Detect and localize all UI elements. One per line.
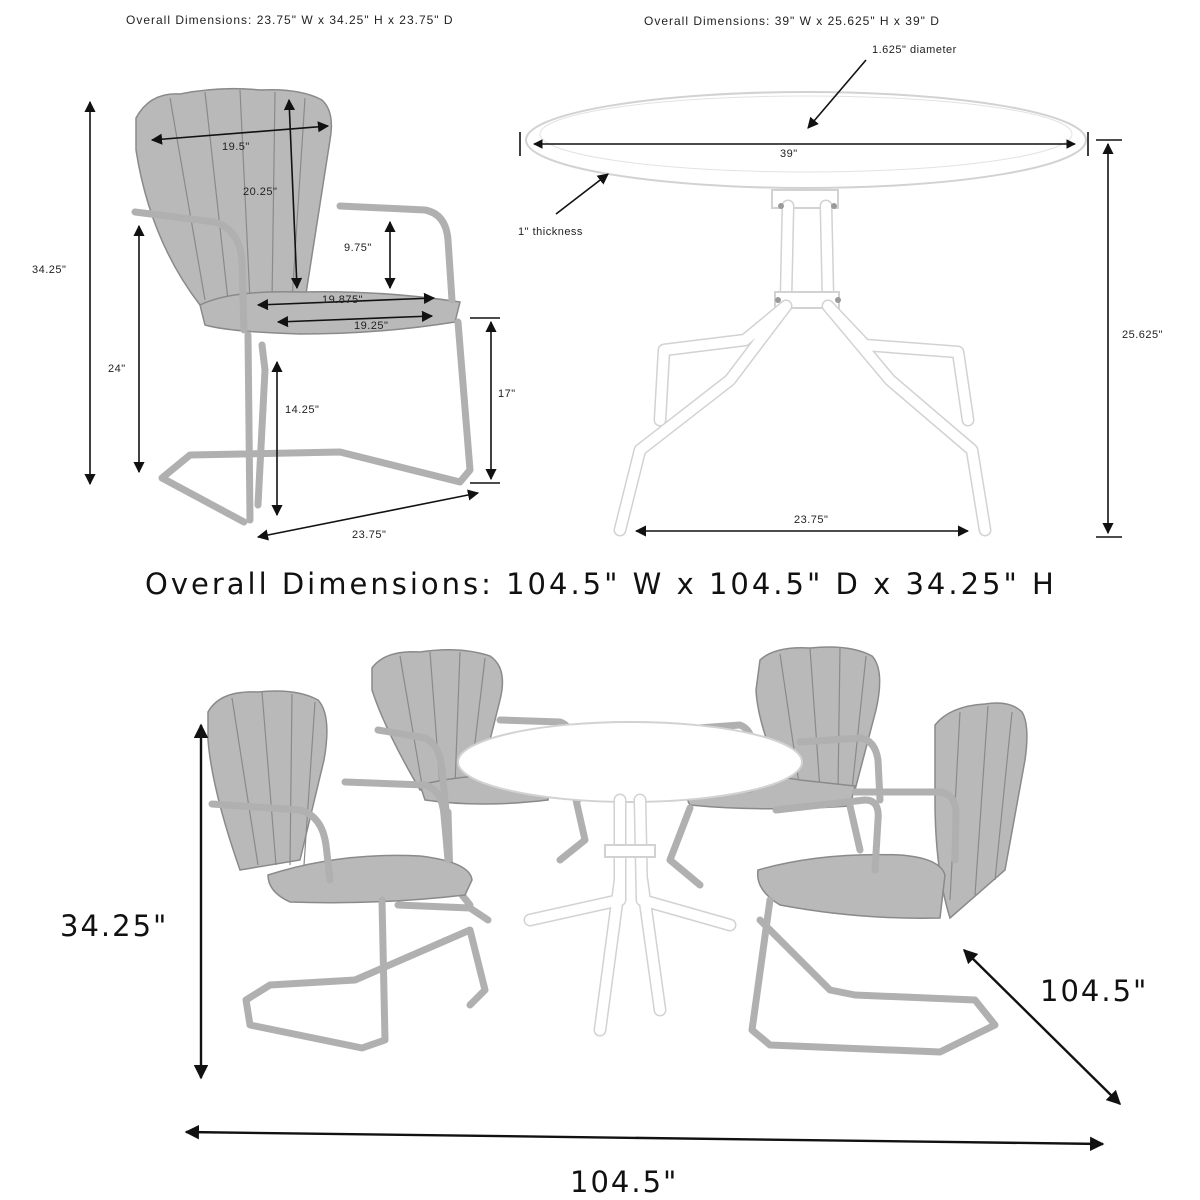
table-thickness-label: 1" thickness [518, 226, 583, 238]
table-overall-dimensions: Overall Dimensions: 39" W x 25.625" H x 39" D [644, 14, 940, 28]
chair-illustration [135, 89, 470, 522]
chair-arm-height-label: 24" [108, 363, 126, 375]
table-leg-diameter-label: 1.625" diameter [872, 44, 957, 56]
table-illustration [526, 92, 1086, 530]
set-illustration [208, 647, 1027, 1052]
table-height-label: 25.625" [1122, 329, 1164, 341]
table-base-width-label: 23.75" [794, 514, 829, 526]
chair-seat-front-height-label: 17" [498, 388, 516, 400]
set-height-label: 34.25" [60, 909, 169, 943]
table-thickness-arrow [556, 174, 608, 214]
chair-seat-width-back-label: 19.875" [322, 294, 364, 306]
set-width-arrow [186, 1132, 1103, 1144]
chair-seat-height-label: 14.25" [285, 404, 320, 416]
chair-back-height-label: 20.25" [243, 186, 278, 198]
chair-total-height-label: 34.25" [32, 264, 67, 276]
set-overall-dimensions: Overall Dimensions: 104.5" W x 104.5" D x 34.25" H [145, 567, 1057, 601]
set-width-label: 104.5" [570, 1165, 679, 1199]
chair-arm-above-seat-label: 9.75" [344, 242, 372, 254]
chair-seat-width-front-label: 19.25" [354, 320, 389, 332]
table-top-width-label: 39" [780, 148, 798, 160]
chair-overall-dimensions: Overall Dimensions: 23.75" W x 34.25" H x 23.75" D [126, 13, 454, 27]
set-depth-label: 104.5" [1040, 974, 1149, 1008]
chair-back-width-label: 19.5" [222, 141, 250, 153]
chair-base-depth-label: 23.75" [352, 529, 387, 541]
